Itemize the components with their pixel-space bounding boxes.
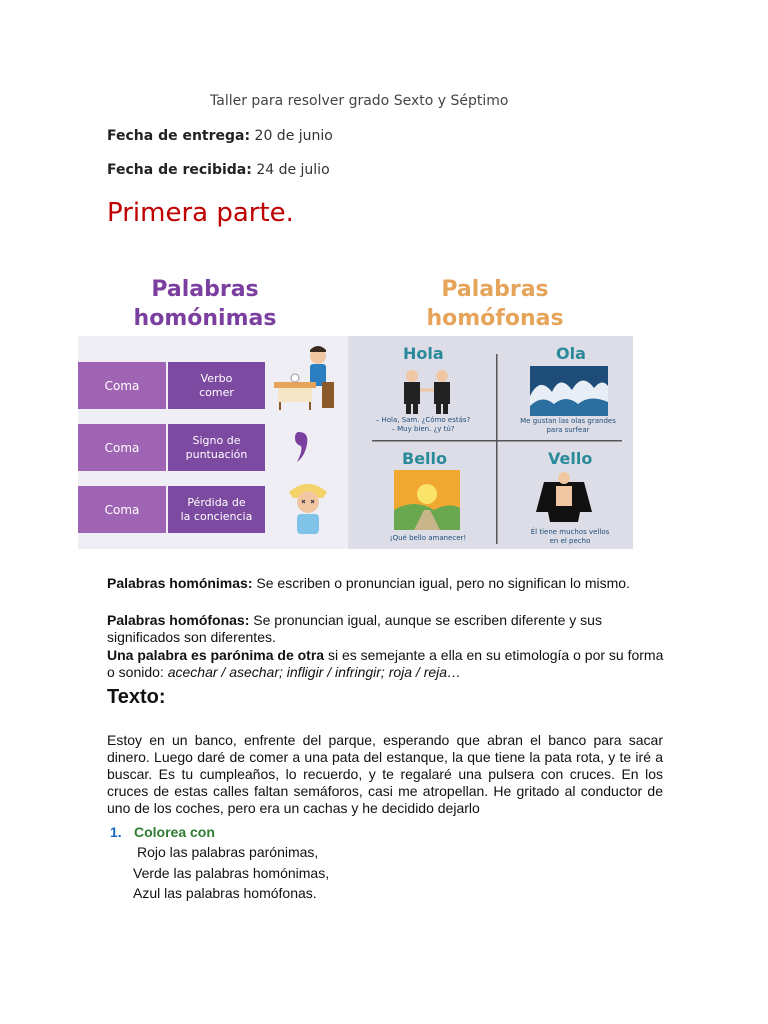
fecha-recibida-value: 24 de julio xyxy=(256,162,330,178)
divider-vertical xyxy=(496,354,498,544)
row-word: Coma xyxy=(78,362,166,409)
fecha-recibida-label: Fecha de recibida: xyxy=(107,162,252,178)
definition-examples: acechar / asechar; infligir / infringir; roja / reja… xyxy=(167,664,462,680)
quadrant-caption-hola xyxy=(362,416,484,434)
meaning-line2: comer xyxy=(199,385,234,399)
section-title: Primera parte. xyxy=(107,198,294,228)
texto-heading: Texto: xyxy=(107,686,166,708)
quadrant-caption-ola xyxy=(506,417,630,435)
instruction-line-azul: Azul las palabras homófonas. xyxy=(133,885,317,901)
meaning-line1: Signo de xyxy=(192,433,241,447)
definition-text: si es semejante a ella en su etimología o por su forma o sonido: xyxy=(107,647,664,680)
quadrant-caption-vello xyxy=(510,528,630,546)
caption-line2: para surfear xyxy=(546,426,590,434)
man-eating-illustration xyxy=(270,342,342,412)
meaning-line1: Pérdida de xyxy=(187,495,246,509)
instruction-item xyxy=(110,824,215,840)
row-meaning xyxy=(168,362,265,409)
fecha-recibida xyxy=(107,162,330,178)
caption-line1: ¡Qué bello amanecer! xyxy=(389,534,467,542)
sunrise-illustration xyxy=(394,470,460,530)
homonimas-title-line2: homónimas xyxy=(133,306,277,331)
document-title: Taller para resolver grado Sexto y Séptimo xyxy=(210,93,509,109)
quadrant-word-bello: Bello xyxy=(402,449,448,468)
homonimas-title-line1: Palabras xyxy=(151,277,259,302)
fainted-boy-illustration xyxy=(283,478,333,538)
definition-term: Una palabra es parónima de otra xyxy=(107,647,325,663)
chest-hair-illustration xyxy=(534,472,594,522)
row-word: Coma xyxy=(78,424,166,471)
definition-term: Palabras homónimas: xyxy=(107,575,253,591)
homonimas-panel xyxy=(78,336,348,549)
homofonas-panel xyxy=(348,336,633,549)
homofonas-title-line2: homófonas xyxy=(426,306,564,331)
instruction-number: 1. xyxy=(110,824,122,840)
meaning-line2: la conciencia xyxy=(180,509,253,523)
definition-paronimas xyxy=(107,647,667,681)
caption-line1: Él tiene muchos vellos xyxy=(530,528,610,536)
homofonas-title xyxy=(400,275,590,333)
fecha-entrega-label: Fecha de entrega: xyxy=(107,128,251,144)
instruction-line-verde: Verde las palabras homónimas, xyxy=(133,865,330,881)
quadrant-word-hola: Hola xyxy=(403,344,444,363)
definition-homofonas xyxy=(107,612,667,646)
quadrant-caption-bello xyxy=(366,534,490,543)
homonimas-title xyxy=(110,275,300,333)
homofonas-title-line1: Palabras xyxy=(441,277,549,302)
definition-homonimas xyxy=(107,575,667,592)
caption-line1: Me gustan las olas grandes xyxy=(520,417,616,425)
instruction-title: Colorea con xyxy=(134,824,215,840)
caption-line2: en el pecho xyxy=(549,537,591,545)
quadrant-word-vello: Vello xyxy=(548,449,593,468)
caption-line2: – Muy bien. ¿y tú? xyxy=(391,425,455,433)
wave-illustration xyxy=(530,366,608,416)
definition-text: Se escriben o pronuncian igual, pero no significan lo mismo. xyxy=(252,575,630,591)
row-meaning xyxy=(168,424,265,471)
meaning-line1: Verbo xyxy=(200,371,233,385)
quadrant-word-ola: Ola xyxy=(556,344,586,363)
meaning-line2: puntuación xyxy=(185,447,248,461)
instruction-line-rojo: Rojo las palabras parónimas, xyxy=(137,844,319,860)
greeting-men-illustration xyxy=(396,368,460,414)
fecha-entrega xyxy=(107,128,333,144)
row-meaning xyxy=(168,486,265,533)
definition-text: Se pronuncian igual, aunque se escriben diferente y sus significados son diferentes. xyxy=(107,612,602,645)
fecha-entrega-value: 20 de junio xyxy=(254,128,333,144)
comma-illustration xyxy=(293,428,313,468)
definition-term: Palabras homófonas: xyxy=(107,612,250,628)
row-word: Coma xyxy=(78,486,166,533)
texto-body: Estoy en un banco, enfrente del parque, esperando que abran el banco para sacar dinero. Luego daré de comer a una pata del estanque, la que tiene la pata rota, y te iré a buscar. Es tu cumpleaños, lo recuerdo, y te regalaré una pulsera con cruces. En los cruces de estas calles faltan semáforos, casi me atropellan. He gritado al conductor de uno de los coches, pero era un cachas y he decidido dejarlo xyxy=(107,732,663,816)
caption-line1: – Hola, Sam. ¿Cómo estás? xyxy=(375,416,471,424)
